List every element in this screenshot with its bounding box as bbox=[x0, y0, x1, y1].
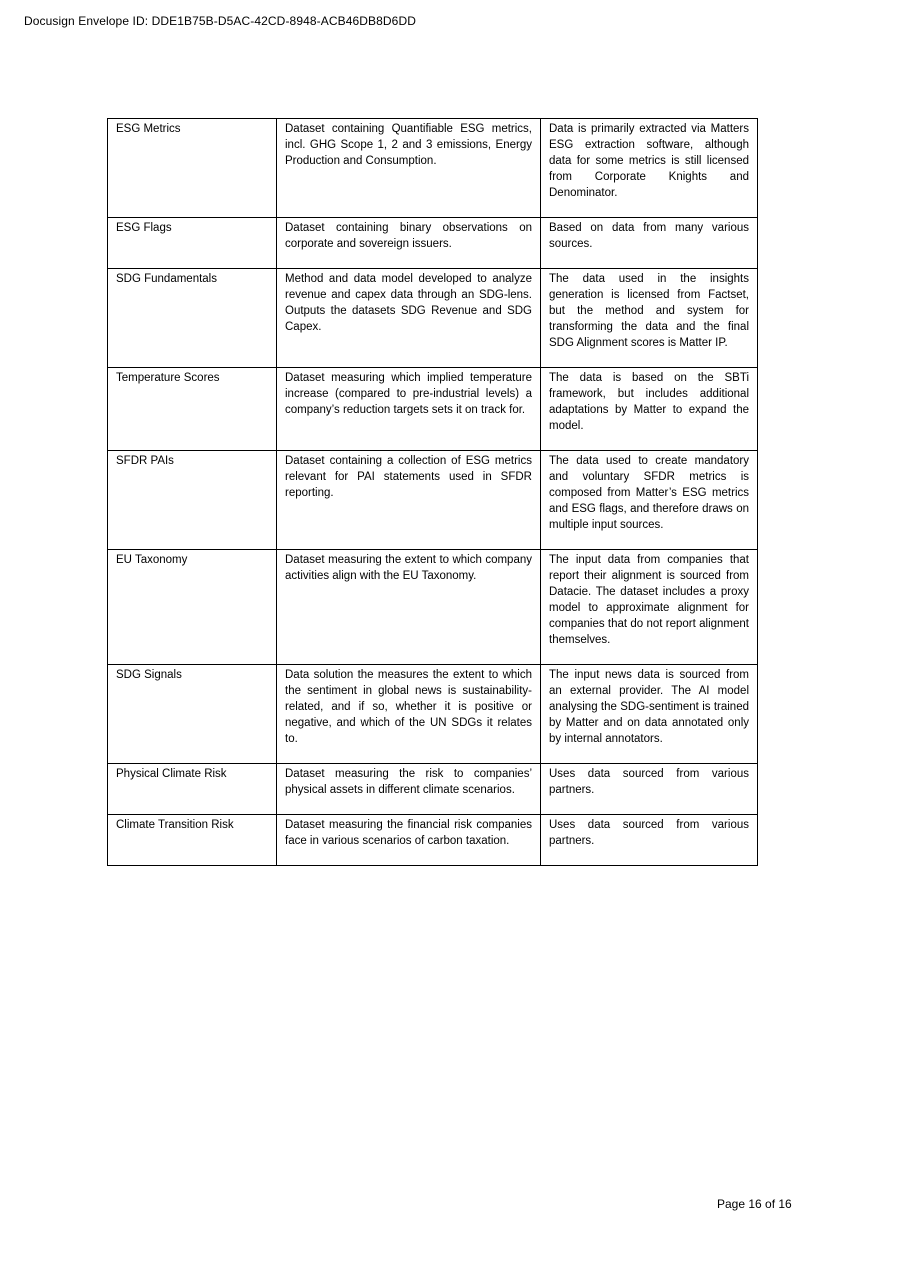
dataset-name-cell: SFDR PAIs bbox=[108, 451, 277, 550]
dataset-source-cell: The input news data is sourced from an external provider. The AI model analysing the SDG-sentiment is trained by Matter and on data annotated only by internal annotators. bbox=[541, 665, 758, 764]
dataset-source-cell: Uses data sourced from various partners. bbox=[541, 815, 758, 866]
dataset-name-cell: SDG Fundamentals bbox=[108, 269, 277, 368]
dataset-description-cell: Dataset measuring which implied temperature increase (compared to pre-industrial levels) a company’s reduction targets sets it on track for. bbox=[277, 368, 541, 451]
dataset-description-cell: Data solution the measures the extent to which the sentiment in global news is sustainability-related, and if so, whether it is positive or negative, and which of the UN SDGs it relates to. bbox=[277, 665, 541, 764]
dataset-name-cell: EU Taxonomy bbox=[108, 550, 277, 665]
dataset-description-cell: Dataset containing Quantifiable ESG metrics, incl. GHG Scope 1, 2 and 3 emissions, Energy Production and Consumption. bbox=[277, 119, 541, 218]
table-row bbox=[108, 218, 758, 269]
dataset-description-cell: Dataset containing a collection of ESG metrics relevant for PAI statements used in SFDR reporting. bbox=[277, 451, 541, 550]
table-row bbox=[108, 665, 758, 764]
dataset-source-cell: The data used in the insights generation is licensed from Factset, but the method and system for transforming the data and the final SDG Alignment scores is Matter IP. bbox=[541, 269, 758, 368]
table-row bbox=[108, 119, 758, 218]
dataset-description-cell: Dataset measuring the financial risk companies face in various scenarios of carbon taxation. bbox=[277, 815, 541, 866]
table-row bbox=[108, 764, 758, 815]
dataset-name-cell: Climate Transition Risk bbox=[108, 815, 277, 866]
table-row bbox=[108, 550, 758, 665]
dataset-description-cell: Dataset measuring the risk to companies’ physical assets in different climate scenarios. bbox=[277, 764, 541, 815]
dataset-source-cell: The data used to create mandatory and voluntary SFDR metrics is composed from Matter’s ESG metrics and ESG flags, and therefore draws on multiple input sources. bbox=[541, 451, 758, 550]
dataset-source-cell: Uses data sourced from various partners. bbox=[541, 764, 758, 815]
dataset-source-cell: The input data from companies that report their alignment is sourced from Datacie. The dataset includes a proxy model to approximate alignment for companies that do not report alignment themselves. bbox=[541, 550, 758, 665]
dataset-source-cell: Based on data from many various sources. bbox=[541, 218, 758, 269]
table-row bbox=[108, 269, 758, 368]
dataset-name-cell: Physical Climate Risk bbox=[108, 764, 277, 815]
dataset-description-cell: Dataset measuring the extent to which company activities align with the EU Taxonomy. bbox=[277, 550, 541, 665]
dataset-name-cell: ESG Metrics bbox=[108, 119, 277, 218]
dataset-description-cell: Dataset containing binary observations on corporate and sovereign issuers. bbox=[277, 218, 541, 269]
dataset-source-cell: Data is primarily extracted via Matters ESG extraction software, although data for some metrics is still licensed from Corporate Knights and Denominator. bbox=[541, 119, 758, 218]
dataset-source-cell: The data is based on the SBTi framework, but includes additional adaptations by Matter to expand the model. bbox=[541, 368, 758, 451]
datasets-table bbox=[107, 118, 758, 866]
dataset-name-cell: SDG Signals bbox=[108, 665, 277, 764]
table-row bbox=[108, 451, 758, 550]
table-row bbox=[108, 368, 758, 451]
dataset-name-cell: ESG Flags bbox=[108, 218, 277, 269]
dataset-name-cell: Temperature Scores bbox=[108, 368, 277, 451]
table-row bbox=[108, 815, 758, 866]
dataset-description-cell: Method and data model developed to analyze revenue and capex data through an SDG-lens. Outputs the datasets SDG Revenue and SDG Capex. bbox=[277, 269, 541, 368]
page-number: Page 16 of 16 bbox=[717, 1197, 792, 1211]
envelope-id: Docusign Envelope ID: DDE1B75B-D5AC-42CD-8948-ACB46DB8D6DD bbox=[24, 14, 416, 28]
